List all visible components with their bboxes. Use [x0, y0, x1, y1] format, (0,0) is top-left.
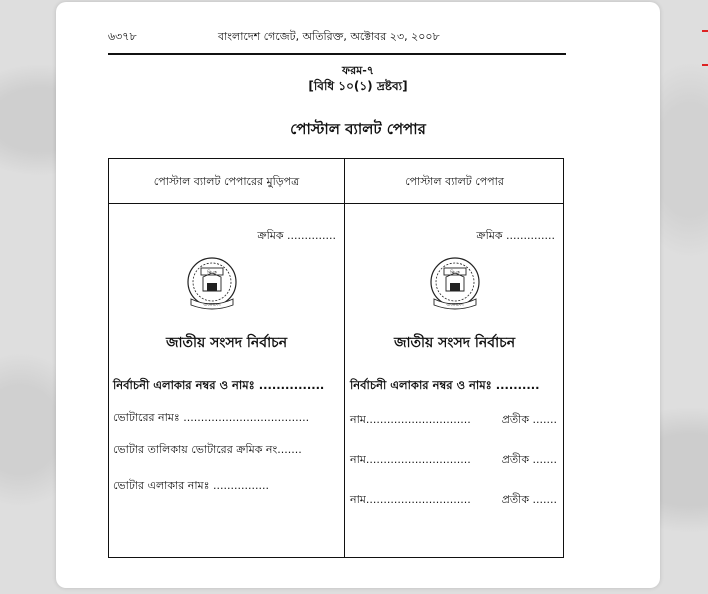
header-divider	[109, 203, 563, 204]
rule-reference: [বিধি ১০(১) দ্রষ্টব্য]	[308, 79, 408, 93]
ballot-table	[108, 158, 564, 558]
gazette-page	[56, 2, 660, 588]
election-commission-emblem-icon	[424, 253, 486, 315]
column-divider	[344, 159, 345, 557]
serial-field: ক্রমিক ..............	[476, 229, 555, 242]
candidate-row	[350, 491, 557, 510]
candidate-symbol-field: প্রতীক .......	[501, 413, 557, 426]
counterfoil-header: পোস্টাল ব্যালট পেপারের মুড়িপত্র	[153, 175, 300, 188]
candidate-symbol-field: প্রতীক .......	[501, 493, 557, 506]
candidate-name-field: নাম..............................	[350, 413, 471, 426]
page-number: ৬৩৭৮	[108, 30, 137, 43]
ballot-column	[346, 205, 563, 555]
gazette-header	[108, 28, 566, 55]
voter-name-field: ভোটারের নামঃ ....................................	[113, 411, 310, 424]
candidate-name-field: নাম..............................	[350, 453, 471, 466]
candidate-symbol-field: প্রতীক .......	[501, 453, 557, 466]
serial-field: ক্রমিক ..............	[257, 229, 336, 242]
red-edge-mark	[702, 64, 708, 66]
emblem-letters: নি ক	[207, 270, 217, 276]
emblem-ribbon: বাংলাদেশ	[446, 303, 464, 308]
counterfoil-column	[109, 205, 344, 555]
ballot-header: পোস্টাল ব্যালট পেপার	[405, 175, 504, 188]
candidate-row	[350, 411, 557, 430]
election-title: জাতীয় সংসদ নির্বাচন	[165, 335, 288, 351]
constituency-field: নির্বাচনী এলাকার নম্বর ও নামঃ ...............	[113, 378, 325, 392]
election-commission-emblem-icon	[181, 253, 243, 315]
gazette-title: বাংলাদেশ গেজেট, অতিরিক্ত, অক্টোবর ২৩, ২০০৮	[218, 30, 440, 43]
document-title: পোস্টাল ব্যালট পেপার	[290, 120, 426, 138]
voter-area-field: ভোটার এলাকার নামঃ ................	[113, 479, 269, 492]
emblem-letters: নি ক	[450, 270, 460, 276]
form-number: ফরম-৭	[342, 64, 374, 77]
constituency-field: নির্বাচনী এলাকার নম্বর ও নামঃ ..........	[350, 378, 540, 392]
election-title: জাতীয় সংসদ নির্বাচন	[393, 335, 516, 351]
voter-serial-field: ভোটার তালিকায় ভোটারের ক্রমিক নং.......	[113, 443, 302, 456]
candidate-row	[350, 451, 557, 470]
candidate-name-field: নাম..............................	[350, 493, 471, 506]
emblem-ribbon: বাংলাদেশ	[203, 303, 221, 308]
red-edge-mark	[702, 30, 708, 32]
